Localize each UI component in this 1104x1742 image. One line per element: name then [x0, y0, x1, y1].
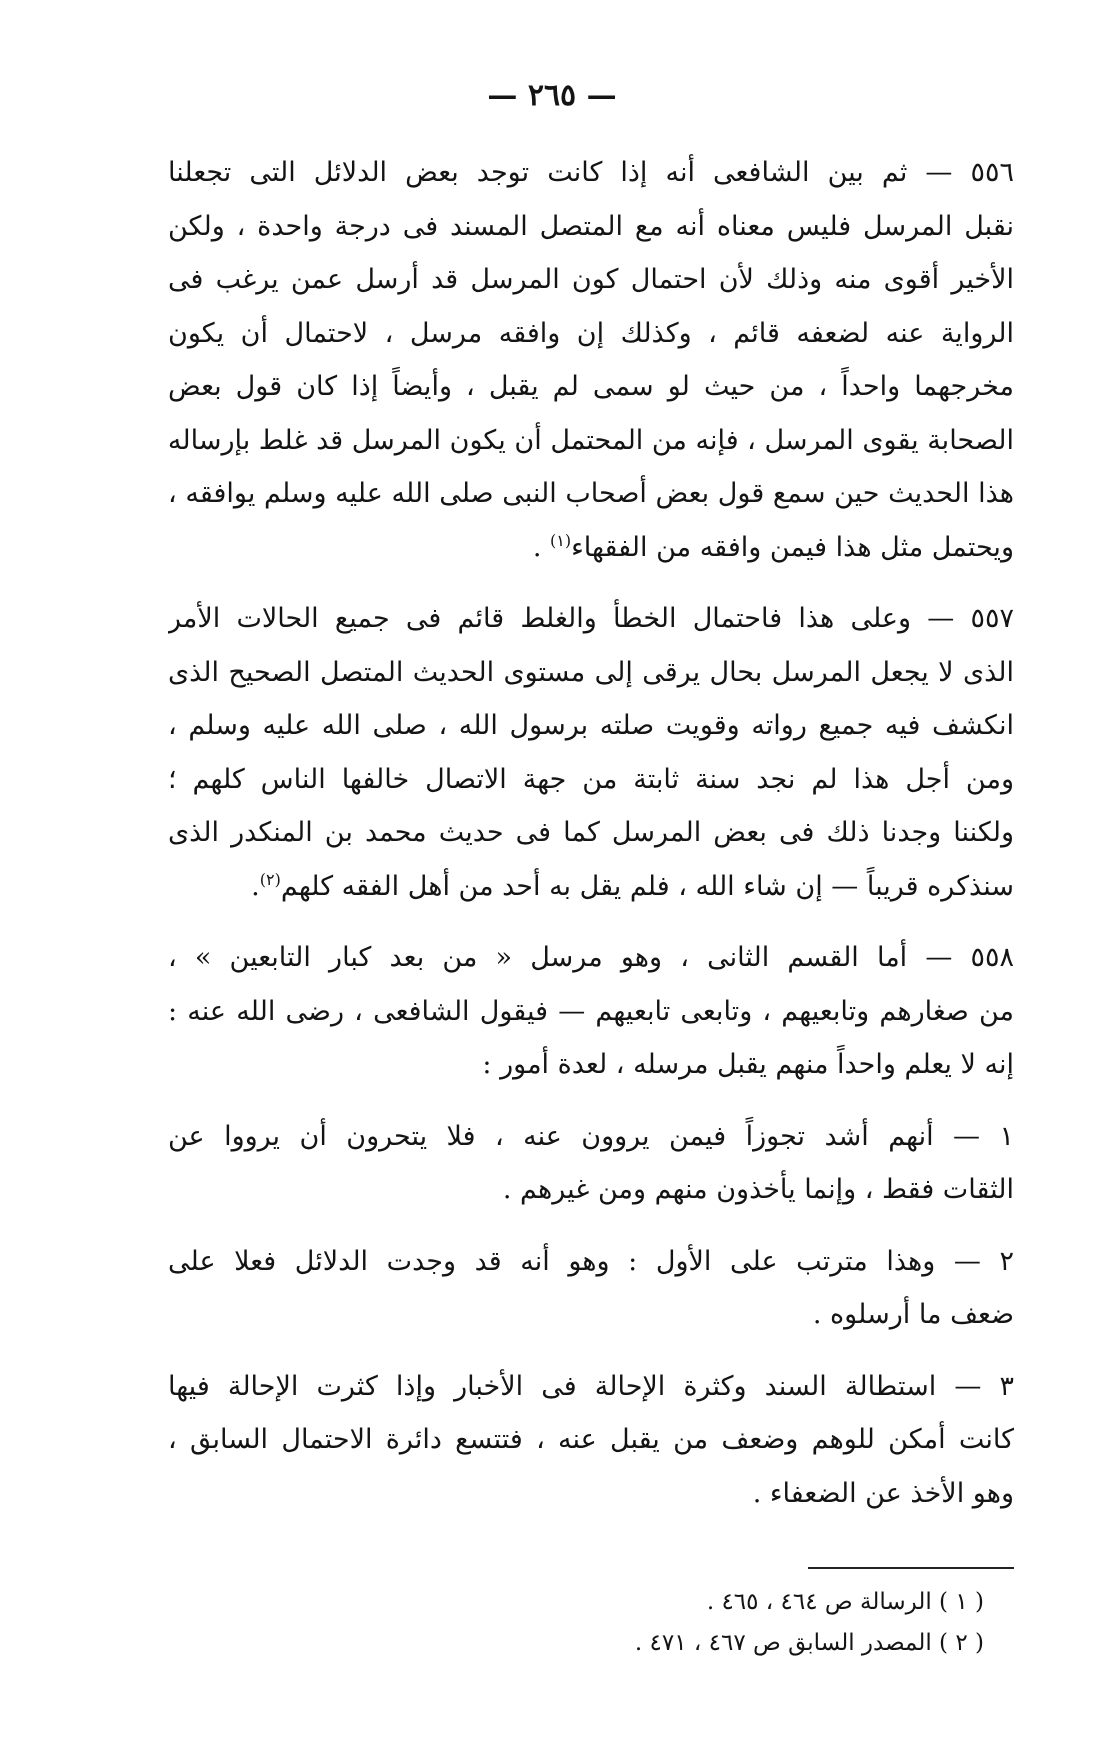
text-line: [168, 1467, 1014, 1521]
text-line: [168, 1413, 1014, 1467]
text-line: [168, 146, 1014, 200]
text-line: [168, 253, 1014, 307]
paragraph: [168, 1360, 1014, 1521]
line-text: الأخير أقوى منه وذلك لأن احتمال كون المرسل قد أرسل عمن يرغب فى: [168, 264, 1014, 295]
footnotes: [635, 1582, 984, 1664]
line-text: سنذكره قريباً — إن شاء الله ، فلم يقل به أحد من أهل الفقه كلهم: [280, 870, 1014, 902]
line-text: انكشف فيه جميع رواته وقويت صلته برسول الله ، صلى الله عليه وسلم ،: [168, 710, 1014, 741]
line-text: وهو الأخذ عن الضعفاء .: [752, 1477, 1014, 1509]
text-line: [168, 753, 1014, 807]
line-text: ٥٥٦ — ثم بين الشافعى أنه إذا كانت توجد بعض الدلائل التى تجعلنا: [168, 157, 1014, 188]
text-line: [168, 467, 1014, 521]
text-line: [168, 699, 1014, 753]
text-line: [168, 646, 1014, 700]
line-text: ٢ — وهذا مترتب على الأول : وهو أنه قد وجدت الدلائل فعلا على: [168, 1245, 1014, 1277]
trailing-punctuation: .: [532, 531, 551, 563]
text-line: [168, 360, 1014, 414]
line-text: ضعف ما أرسلوه .: [812, 1299, 1014, 1330]
paragraph: [168, 592, 1014, 913]
line-text: كانت أمكن للوهم وضعف من يقبل عنه ، فتتسع دائرة الاحتمال السابق ،: [168, 1424, 1014, 1455]
trailing-punctuation: .: [251, 870, 260, 902]
text-line: [168, 931, 1014, 985]
line-text: ٥٥٨ — أما القسم الثانى ، وهو مرسل « من بعد كبار التابعين » ،: [168, 942, 1014, 973]
text-line: [168, 200, 1014, 254]
text-line: [168, 1110, 1014, 1164]
line-text: مخرجهما واحداً ، من حيث لو سمى لم يقبل ، وأيضاً إذا كان قول بعض: [168, 371, 1014, 402]
text-line: [168, 1235, 1014, 1289]
line-text: ومن أجل هذا لم نجد سنة ثابتة من جهة الاتصال خالفها الناس كلهم ؛: [168, 763, 1014, 795]
line-text: هذا الحديث حين سمع قول بعض أصحاب النبى صلى الله عليه وسلم يوافقه ،: [168, 478, 1014, 509]
line-text: الثقات فقط ، وإنما يأخذون منهم ومن غيرهم .: [502, 1174, 1014, 1205]
line-text: الذى لا يجعل المرسل بحال يرقى إلى مستوى الحديث المتصل الصحيح الذى: [168, 656, 1014, 688]
line-text: ٥٥٧ — وعلى هذا فاحتمال الخطأ والغلط قائم فى جميع الحالات الأمر: [168, 603, 1014, 634]
text-line: [168, 592, 1014, 646]
line-text: الرواية عنه لضعفه قائم ، وكذلك إن وافقه مرسل ، لاحتمال أن يكون: [168, 317, 1014, 349]
footnote-divider: [808, 1567, 1014, 1569]
paragraph: [168, 146, 1014, 574]
line-text: ولكننا وجدنا ذلك فى بعض المرسل كما فى حديث محمد بن المنكدر الذى: [168, 817, 1014, 848]
paragraph: [168, 931, 1014, 1092]
page-number: — ٢٦٥ —: [487, 78, 617, 113]
paragraph: [168, 1235, 1014, 1342]
line-text: ٣ — استطالة السند وكثرة الإحالة فى الأخبار وإذا كثرت الإحالة فيها: [168, 1370, 1014, 1402]
line-text: ويحتمل مثل هذا فيمن وافقه من الفقهاء: [571, 531, 1014, 563]
text-line: [168, 307, 1014, 361]
text-line: [168, 1288, 1014, 1342]
line-text: الصحابة يقوى المرسل ، فإنه من المحتمل أن يكون المرسل قد غلط بإرساله: [168, 424, 1014, 456]
text-line: [168, 1038, 1014, 1092]
line-text: من صغارهم وتابعيهم ، وتابعى تابعيهم — فيقول الشافعى ، رضى الله عنه :: [168, 995, 1014, 1027]
text-line: [168, 521, 1014, 575]
line-text: إنه لا يعلم واحداً منهم يقبل مرسله ، لعدة أمور :: [482, 1049, 1014, 1080]
footnote-1: ( ١ ) الرسالة ص ٤٦٤ ، ٤٦٥ .: [706, 1589, 984, 1615]
footnote-2: ( ٢ ) المصدر السابق ص ٤٦٧ ، ٤٧١ .: [634, 1630, 984, 1656]
text-line: [168, 806, 1014, 860]
text-line: [168, 414, 1014, 468]
line-text: ١ — أنهم أشد تجوزاً فيمن يروون عنه ، فلا يتحرون أن يرووا عن: [168, 1120, 1014, 1152]
text-line: [168, 860, 1014, 914]
footnote-reference: (١): [550, 530, 572, 550]
footnote-reference: (٢): [259, 869, 281, 889]
text-line: [168, 1163, 1014, 1217]
paragraph: [168, 1110, 1014, 1217]
text-line: [168, 1360, 1014, 1414]
line-text: نقبل المرسل فليس معناه أنه مع المتصل المسند فى درجة واحدة ، ولكن: [168, 210, 1014, 242]
text-line: [168, 985, 1014, 1039]
body-text: [168, 146, 1014, 1520]
